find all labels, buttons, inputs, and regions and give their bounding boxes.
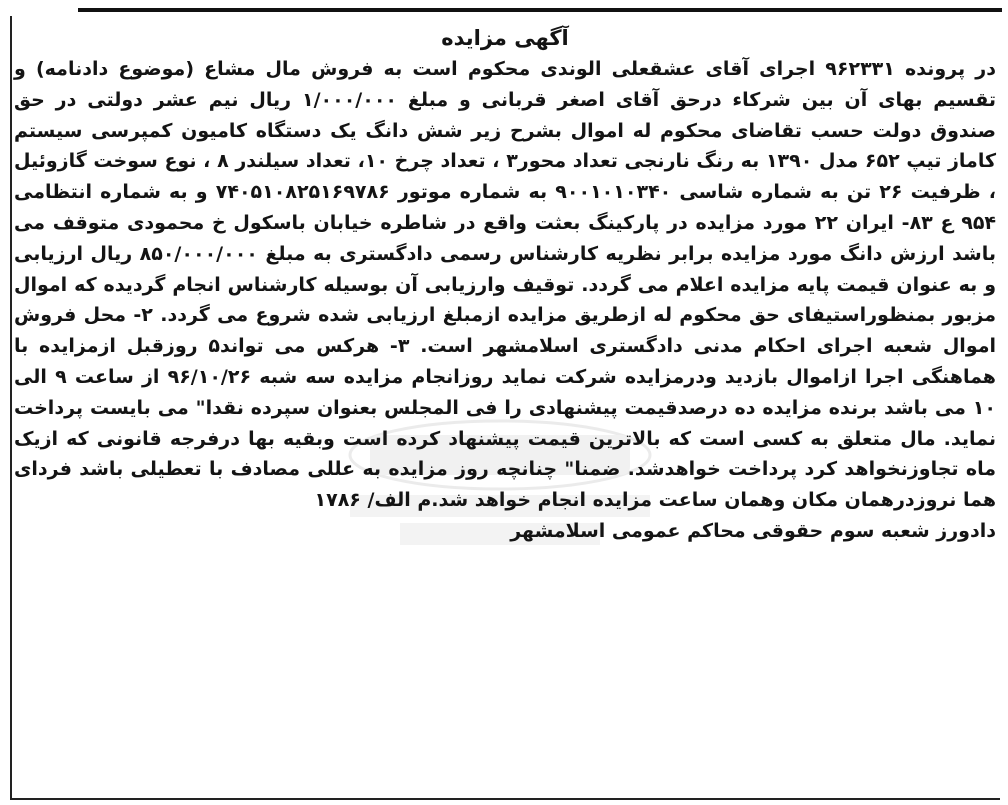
notice-body: در پرونده ۹۶۲۳۳۱ اجرای آقای عشقعلی الوندی محکوم است به فروش مال مشاع (موضوع دادنامه) و تقسیم بهای آن بین شرکاء درحق آقای اصغر قربانی و مبلغ ۱/۰۰۰/۰۰۰ ریال نیم عشر دولتی در حق صندوق دولت حسب تقاضای محکوم له اموال بشرح زیر شش دانگ یک دستگاه کامیون کمپرسی سیستم کاماز تیپ ۶۵۲ مدل ۱۳۹۰ به رنگ نارنجی تعداد محور۳ ، تعداد چرخ ۱۰، تعداد سیلندر ۸ ، نوع سوخت گازوئیل ، ظرفیت ۲۶ تن به شماره شاسی ۹۰۰۱۰۱۰۳۴۰ به شماره موتور ۷۴۰۵۱۰۸۲۵۱۶۹۷۸۶ و به شماره انتظامی ۹۵۴ ع ۸۳- ایران ۲۲ مورد مزایده در پارکینگ بعثت واقع در شاطره خیابان باسکول خ محمودی متوقف می باشد ارزش دانگ مورد مزایده برابر نظریه کارشناس رسمی دادگستری به مبلغ ۸۵۰/۰۰۰/۰۰۰ ریال ارزیابی و به عنوان قیمت پایه مزایده اعلام می گردد. توقیف وارزیابی آن بوسیله کارشناس انجام گردیده که اموال مزبور بمنظوراستیفای حق محکوم له ازطریق مزایده ازمبلغ ارزیابی شده شروع می گردد. ۲- محل فروش اموال شعبه اجرای احکام مدنی دادگستری اسلامشهر است. ۳- هرکس می تواند۵ روزقبل ازمزایده با هماهنگی اجرا ازاموال بازدید ودرمزایده شرکت نماید روزانجام مزایده سه شبه ۹۶/۱۰/۲۶ از ساعت ۹ الی ۱۰ می باشد برنده مزایده ده درصدقیمت پیشنهادی را فی المجلس بعنوان سپرده نقدا" می بایست پرداخت نماید. مال متعلق به کسی است که بالاترین قیمت پیشنهاد کرده است وبقیه بها درفرجه قانونی که ازیک ماه تجاوزنخواهد کرد پرداخت خواهدشد. ضمنا" چنانچه روز مزایده به عللی مصادف با تعطیلی باشد فردای هما نروزدرهمان مکان وهمان ساعت مزایده انجام خواهد شد.م الف/ ۱۷۸۶	[14, 58, 997, 512]
top-border-rule	[78, 8, 1002, 12]
notice-signature: دادورز شعبه سوم حقوقی محاکم عمومی اسلامشهر	[510, 519, 996, 542]
notice-title: آگهی مزایده	[441, 26, 569, 50]
auction-notice	[14, 22, 996, 547]
